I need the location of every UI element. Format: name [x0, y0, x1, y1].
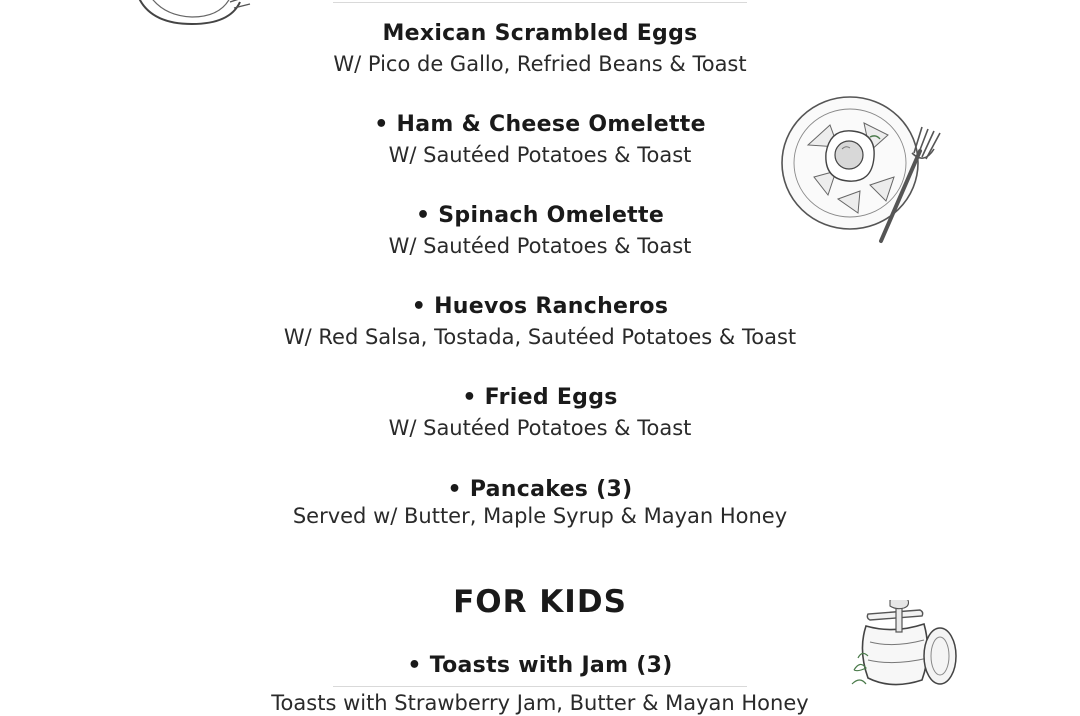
item-name: • Fried Eggs — [462, 385, 618, 410]
item-description: W/ Sautéed Potatoes & Toast — [388, 416, 692, 440]
item-divider — [333, 686, 747, 687]
top-divider — [333, 2, 747, 3]
item-name: • Ham & Cheese Omelette — [374, 112, 706, 137]
item-name: • Huevos Rancheros — [411, 294, 669, 319]
menu-item — [0, 21, 1080, 77]
item-description: W/ Pico de Gallo, Refried Beans & Toast — [333, 52, 747, 76]
section-title-for-kids: FOR KIDS — [453, 584, 627, 620]
menu-item — [0, 385, 1080, 441]
menu-item — [0, 294, 1080, 350]
item-name: • Toasts with Jam (3) — [407, 653, 673, 678]
fried-egg-plate-sketch-icon — [778, 95, 950, 247]
item-description: Served w/ Butter, Maple Syrup & Mayan Honey — [292, 504, 788, 528]
item-name: Mexican Scrambled Eggs — [382, 21, 698, 46]
item-description: W/ Sautéed Potatoes & Toast — [388, 143, 692, 167]
item-name: • Spinach Omelette — [415, 203, 665, 228]
item-description: W/ Red Salsa, Tostada, Sautéed Potatoes & Toast — [283, 325, 797, 349]
item-description: W/ Sautéed Potatoes & Toast — [388, 234, 692, 258]
honey-jar-sketch-icon — [848, 600, 964, 692]
menu-item — [0, 477, 1080, 529]
item-name: • Pancakes (3) — [447, 477, 633, 502]
item-description: Toasts with Strawberry Jam, Butter & Mayan Honey — [271, 691, 809, 715]
